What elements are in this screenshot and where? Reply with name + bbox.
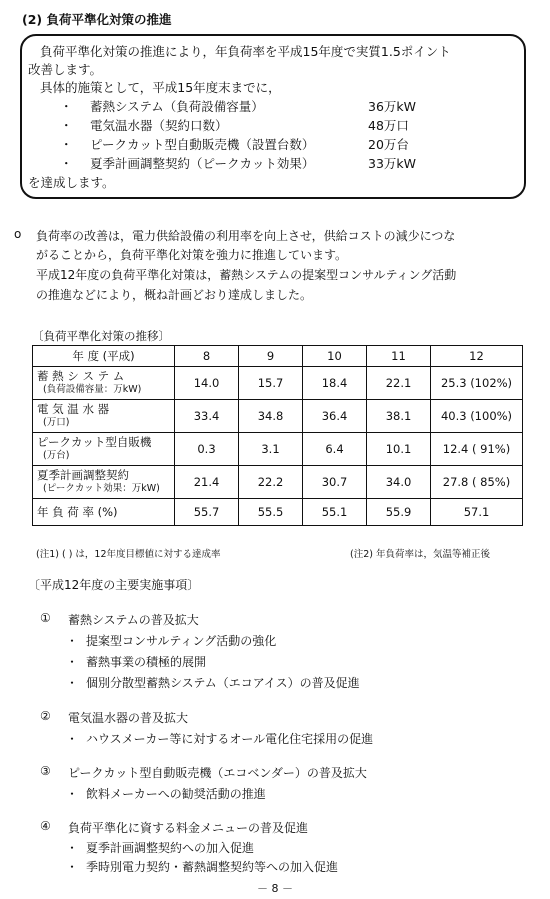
bullet-value: 48万口: [368, 118, 409, 133]
box-line-2: 改善します。: [28, 62, 103, 77]
table-cell: 14.0: [175, 367, 239, 400]
table-cell: 27.8 ( 85%): [431, 466, 523, 499]
group-item: 蓄熱事業の積極的展開: [86, 655, 207, 669]
table-cell: 34.0: [367, 466, 431, 499]
table-cell: 22.2: [239, 466, 303, 499]
section-heading: (2) 負荷平準化対策の推進: [22, 12, 172, 27]
table-cell: 36.4: [303, 400, 367, 433]
trend-table: [32, 345, 523, 526]
table-cell: 22.1: [367, 367, 431, 400]
group-item: 提案型コンサルティング活動の強化: [86, 634, 277, 648]
group-item: 季時別電力契約・蓄熱調整契約等への加入促進: [86, 860, 339, 874]
box-line-3: 具体的施策として，平成15年度末までに，: [40, 80, 281, 95]
table-row: [33, 433, 523, 466]
table-cell: 18.4: [303, 367, 367, 400]
table-cell: 40.3 (100%): [431, 400, 523, 433]
group-title: 蓄熱システムの普及拡大: [68, 613, 199, 627]
group-item: 個別分散型蓄熱システム（エコアイス）の普及促進: [86, 676, 360, 690]
box-closing: を達成します。: [28, 175, 115, 190]
row-label: 夏季計画調整契約 (ピークカット効果：万kW): [33, 466, 175, 499]
table-cell: 25.3 (102%): [431, 367, 523, 400]
group-number: ②: [40, 709, 51, 723]
row-sublabel: (ピークカット効果：万kW): [43, 483, 160, 494]
row-sublabel: (万台): [43, 450, 70, 461]
bullet-label: 電気温水器（契約口数）: [90, 118, 228, 133]
table-cell: 3.1: [239, 433, 303, 466]
group-number: ①: [40, 611, 51, 625]
bullet-dot: ・: [60, 118, 73, 133]
table-cell: 12.4 ( 91%): [431, 433, 523, 466]
bullet-dot: ・: [66, 634, 79, 648]
bullet-dot: ・: [60, 99, 73, 114]
page-number: － 8 －: [257, 882, 293, 895]
bullet-dot: ・: [66, 732, 79, 746]
bullet-dot: ・: [66, 787, 79, 801]
header-cell: 9: [239, 346, 303, 367]
bullet-label: ピークカット型自動販売機（設置台数）: [90, 137, 315, 152]
row-sublabel: (万口): [43, 417, 70, 428]
table-cell: 10.1: [367, 433, 431, 466]
bullet-dot: ・: [66, 860, 79, 874]
table-row: [33, 367, 523, 400]
table-cell: 6.4: [303, 433, 367, 466]
row-label: 電 気 温 水 器 (万口): [33, 400, 175, 433]
header-cell: 10: [303, 346, 367, 367]
target-box: [20, 34, 526, 199]
bullet-dot: ・: [60, 156, 73, 171]
table-cell: 30.7: [303, 466, 367, 499]
table-note-2: (注2) 年負荷率は，気温等補正後: [350, 549, 490, 560]
table-cell: 33.4: [175, 400, 239, 433]
bullet-dot: ・: [60, 137, 73, 152]
group-number: ③: [40, 764, 51, 778]
table-row: [33, 499, 523, 526]
row-label: 蓄 熱 シ ス テ ム (負荷設備容量：万kW): [33, 367, 175, 400]
table-caption: 〔負荷平準化対策の推移〕: [32, 329, 170, 343]
para-line-2: がることから，負荷平準化対策を強力に推進しています。: [36, 248, 348, 262]
box-line-1: 負荷平準化対策の推進により，年負荷率を平成15年度で実質1.5ポイント: [40, 44, 451, 59]
header-cell: 12: [431, 346, 523, 367]
bullet-value: 36万kW: [368, 99, 417, 114]
bullet-label: 蓄熱システム（負荷設備容量）: [90, 99, 264, 114]
group-title: 電気温水器の普及拡大: [68, 711, 189, 725]
header-cell: 年 度 (平成): [33, 346, 175, 367]
row-label: 年 負 荷 率 (%): [33, 499, 175, 526]
bullet-label: 夏季計画調整契約（ピークカット効果）: [90, 156, 315, 171]
header-cell: 11: [367, 346, 431, 367]
table-cell: 57.1: [431, 499, 523, 526]
para-line-1: 負荷率の改善は，電力供給設備の利用率を向上させ，供給コストの減少につな: [36, 229, 456, 243]
table-header-row: [33, 346, 523, 367]
bullet-value: 20万台: [368, 137, 409, 152]
header-cell: 8: [175, 346, 239, 367]
group-item: 飲料メーカーへの勧奨活動の推進: [86, 787, 266, 801]
table-cell: 55.5: [239, 499, 303, 526]
group-title: 負荷平準化に資する料金メニューの普及促進: [68, 821, 309, 835]
implementation-section-title: 〔平成12年度の主要実施事項〕: [28, 578, 200, 592]
para-line-4: の推進などにより，概ね計画どおり達成しました。: [36, 288, 313, 302]
row-label: ピークカット型自販機 (万台): [33, 433, 175, 466]
table-cell: 38.1: [367, 400, 431, 433]
group-number: ④: [40, 819, 51, 833]
bullet-dot: ・: [66, 655, 79, 669]
table-cell: 55.1: [303, 499, 367, 526]
para-line-3: 平成12年度の負荷平準化対策は，蓄熱システムの提案型コンサルティング活動: [36, 268, 457, 282]
table-cell: 15.7: [239, 367, 303, 400]
group-item: 夏季計画調整契約への加入促進: [86, 841, 255, 855]
table-note-1: (注1) ( ) は，12年度目標値に対する達成率: [36, 549, 221, 560]
para-marker: o: [14, 227, 22, 241]
table-row: [33, 400, 523, 433]
bullet-dot: ・: [66, 676, 79, 690]
table-row: [33, 466, 523, 499]
table-cell: 34.8: [239, 400, 303, 433]
table-cell: 55.7: [175, 499, 239, 526]
bullet-value: 33万kW: [368, 156, 417, 171]
table-cell: 55.9: [367, 499, 431, 526]
group-item: ハウスメーカー等に対するオール電化住宅採用の促進: [86, 732, 374, 746]
group-title: ピークカット型自動販売機（エコベンダー）の普及拡大: [68, 766, 367, 780]
row-sublabel: (負荷設備容量：万kW): [43, 384, 142, 395]
table-cell: 0.3: [175, 433, 239, 466]
bullet-dot: ・: [66, 841, 79, 855]
table-cell: 21.4: [175, 466, 239, 499]
